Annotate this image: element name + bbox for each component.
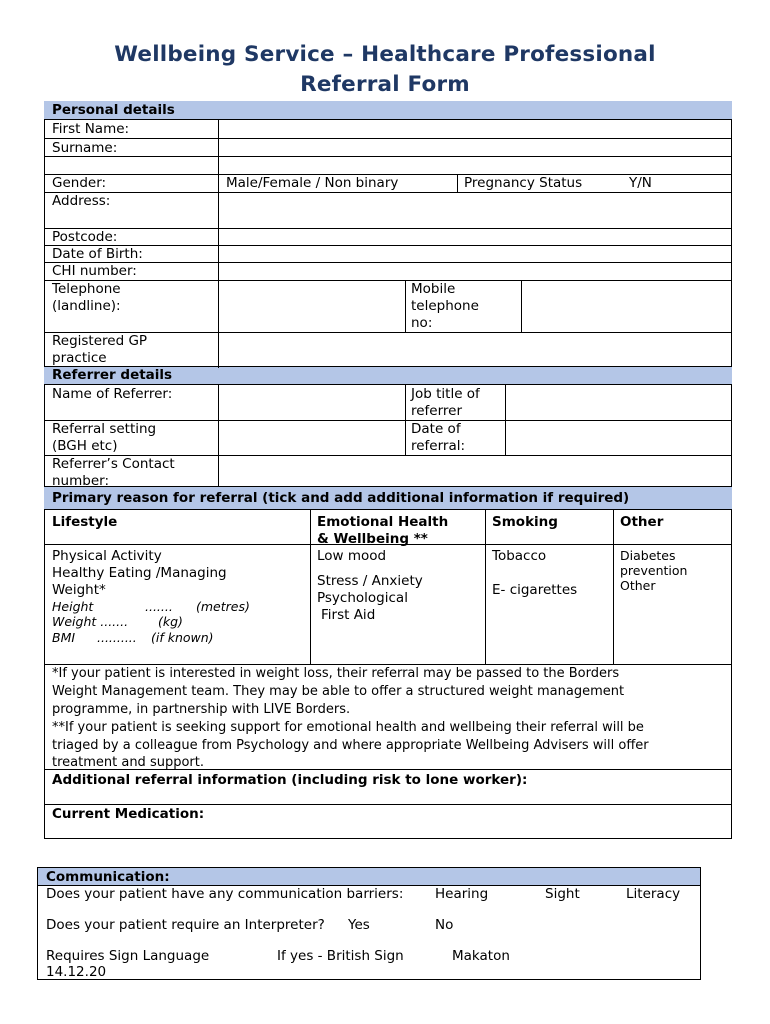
referrer-contact-field[interactable] [219,456,731,486]
literacy-option[interactable]: Literacy [626,886,681,902]
gender-options[interactable]: Male/Female / Non binary [226,175,399,191]
emotional-column-header-line1: Emotional Health [317,514,449,530]
personal-details-title: Personal details [52,102,175,118]
job-title-label-line2: referrer [411,403,463,419]
first-name-label: First Name: [52,121,130,137]
referrer-details-title: Referrer details [52,367,173,383]
referrer-name-field[interactable] [219,386,405,420]
barriers-question: Does your patient have any communication barriers: [46,886,404,902]
interpreter-no-option[interactable]: No [435,917,454,933]
chi-label: CHI number: [52,263,137,279]
mobile-label-line2: telephone [411,298,479,314]
communication-title: Communication: [46,869,170,885]
postcode-label: Postcode: [52,229,118,245]
diabetes-prevention-line2[interactable]: prevention [620,563,688,578]
telephone-label-line2: (landline): [52,298,121,314]
address-field[interactable] [219,193,731,228]
pregnancy-status-label: Pregnancy Status [464,175,583,191]
referral-setting-label-line2: (BGH etc) [52,438,118,454]
note-line-4: **If your patient is seeking support for emotional health and wellbeing their referral will be [52,720,644,735]
note-line-2: Weight Management team. They may be able to offer a structured weight management [52,684,625,699]
healthy-eating-option[interactable]: Healthy Eating /Managing [52,565,227,581]
makaton-option[interactable]: Makaton [452,948,510,964]
other-column-header: Other [620,514,664,530]
height-label: Height [52,599,94,614]
height-dots[interactable]: ....... [145,599,173,614]
other-option[interactable]: Other [620,578,656,593]
psychological-first-aid-line1[interactable]: Psychological [317,590,408,606]
low-mood-option[interactable]: Low mood [317,548,387,564]
gp-label-line2: practice [52,350,107,366]
pregnancy-yn[interactable]: Y/N [629,175,652,191]
psychological-first-aid-line2[interactable]: First Aid [321,607,376,623]
telephone-label-line1: Telephone [52,281,121,297]
mobile-label-line3: no: [411,315,433,331]
emotional-column-header-line2: & Wellbeing ** [317,531,428,547]
note-line-6: treatment and support. [52,755,204,770]
weight-label[interactable]: Weight ....... [52,614,129,629]
note-line-1: *If your patient is interested in weight loss, their referral may be passed to the Borders [52,666,620,681]
job-title-label-line1: Job title of [411,386,480,402]
date-of-referral-label-line1: Date of [411,421,461,437]
bmi-label: BMI [52,630,76,645]
footer-date: 14.12.20 [46,964,107,980]
current-medication-field[interactable] [45,823,731,838]
hearing-option[interactable]: Hearing [435,886,489,902]
page-title [0,40,770,100]
stress-anxiety-option[interactable]: Stress / Anxiety [317,573,423,589]
reason-title: Primary reason for referral (tick and add additional information if required) [52,490,630,506]
gender-label: Gender: [52,175,107,191]
weight-unit: (kg) [158,614,183,629]
lifestyle-column-header: Lifestyle [52,514,118,530]
weight-option[interactable]: Weight* [52,582,106,598]
physical-activity-option[interactable]: Physical Activity [52,548,162,564]
note-line-3: programme, in partnership with LIVE Borders. [52,702,351,717]
gp-field[interactable] [219,333,731,367]
date-of-referral-label-line2: referral: [411,438,466,454]
job-title-field[interactable] [506,386,731,420]
gp-label-line1: Registered GP [52,333,148,349]
sign-language-question: Requires Sign Language [46,948,210,964]
interpreter-question: Does your patient require an Interpreter? [46,917,325,933]
referral-setting-label-line1: Referral setting [52,421,157,437]
tobacco-option[interactable]: Tobacco [492,548,547,564]
surname-label: Surname: [52,140,118,156]
current-medication-label: Current Medication: [52,806,205,822]
additional-info-field[interactable] [45,789,731,804]
title-line-2: Referral Form [300,72,470,97]
interpreter-yes-option[interactable]: Yes [348,917,370,933]
date-of-referral-field[interactable] [506,421,731,455]
address-label: Address: [52,193,111,209]
surname-field[interactable] [219,139,731,156]
dob-label: Date of Birth: [52,246,143,262]
height-unit: (metres) [196,599,250,614]
e-cigarettes-option[interactable]: E- cigarettes [492,582,578,598]
title-line-1: Wellbeing Service – Healthcare Professional [114,42,656,67]
bmi-dots[interactable]: .......... [97,630,137,645]
british-sign-option[interactable]: If yes - British Sign [277,948,404,964]
communication-section [37,867,701,980]
smoking-column-header: Smoking [492,514,558,530]
additional-info-label: Additional referral information (including risk to lone worker): [52,772,528,788]
referral-setting-field[interactable] [219,421,405,455]
first-name-field[interactable] [219,121,731,138]
bmi-unit: (if known) [151,630,214,645]
mobile-label-line1: Mobile [411,281,456,297]
referrer-name-label: Name of Referrer: [52,386,173,402]
mobile-field[interactable] [522,281,731,332]
telephone-field[interactable] [219,281,405,332]
sight-option[interactable]: Sight [545,886,580,902]
referrer-contact-label-line1: Referrer’s Contact [52,456,175,472]
referral-form [44,101,732,839]
referrer-contact-label-line2: number: [52,473,109,489]
diabetes-prevention-line1[interactable]: Diabetes [620,548,676,563]
note-line-5: triaged by a colleague from Psychology and where appropriate Wellbeing Advisers will offer [52,738,649,753]
